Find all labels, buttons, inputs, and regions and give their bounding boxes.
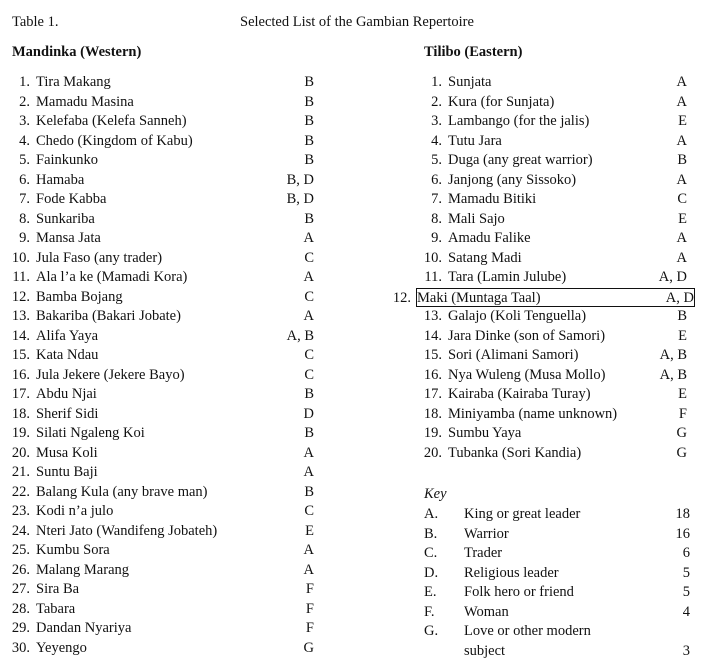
item-number: 10.	[11, 249, 30, 266]
item-code: B	[304, 210, 314, 227]
item-code: F	[305, 620, 314, 636]
list-item	[431, 73, 687, 93]
item-name: Amadu Falike	[448, 230, 531, 246]
list-item	[11, 502, 314, 522]
item-code: B	[304, 74, 314, 90]
item-name: Ala l’a ke (Mamadi Kora)	[36, 269, 188, 285]
list-item	[19, 171, 314, 191]
item-number: 12.	[392, 289, 411, 306]
item-name: Fode Kabba	[36, 191, 107, 207]
item-number: 8.	[19, 210, 30, 227]
item-name: Malang Marang	[36, 561, 130, 578]
item-name: Sira Ba	[36, 581, 80, 597]
list-item	[423, 424, 687, 444]
item-number: 26.	[11, 561, 30, 578]
western-heading: Mandinka (Western)	[12, 44, 142, 60]
key-item	[424, 525, 690, 545]
item-code: A	[676, 230, 687, 246]
item-name: Dandan Nyariya	[36, 620, 132, 636]
item-number: 17.	[423, 386, 442, 402]
table-caption: Selected List of the Gambian Repertoire	[240, 14, 474, 30]
item-name: Jara Dinke (son of Samori)	[448, 327, 606, 344]
item-name: Sherif Sidi	[36, 405, 99, 422]
item-name: Yeyengo	[36, 639, 87, 656]
key-letter: G.	[424, 623, 439, 639]
item-name: Bakariba (Bakari Jobate)	[36, 308, 181, 324]
item-code: G	[303, 639, 314, 656]
key-count: 5	[682, 584, 690, 600]
item-number: 3.	[431, 113, 442, 129]
item-code: B	[304, 483, 314, 500]
item-name: Chedo (Kingdom of Kabu)	[36, 132, 193, 149]
list-item	[431, 210, 687, 230]
list-item	[11, 600, 314, 620]
item-number: 13.	[423, 308, 442, 324]
item-name: Miniyamba (name unknown)	[448, 405, 618, 422]
item-number: 19.	[423, 425, 442, 441]
key-list	[424, 505, 690, 661]
key-count: 4	[682, 603, 690, 620]
list-item	[11, 561, 314, 581]
item-number: 7.	[19, 191, 30, 207]
item-name: Fainkunko	[36, 152, 99, 168]
key-item	[424, 564, 690, 584]
key-label: subject	[464, 642, 506, 659]
item-code: A, B	[659, 366, 687, 383]
key-title: Key	[424, 486, 447, 502]
list-item	[424, 268, 687, 288]
item-code: D	[303, 405, 314, 422]
item-code: B	[677, 308, 687, 324]
item-code: C	[304, 366, 314, 383]
key-letter: B.	[424, 525, 438, 542]
table-number: Table 1.	[12, 14, 59, 30]
key-count: 5	[682, 564, 690, 581]
item-name: Tara (Lamin Julube)	[448, 269, 567, 285]
item-name: Hamaba	[36, 171, 85, 188]
item-code: E	[678, 327, 687, 344]
item-number: 16.	[423, 366, 442, 383]
item-name: Kairaba (Kairaba Turay)	[448, 386, 591, 402]
list-item	[431, 151, 687, 171]
item-number: 14.	[11, 327, 30, 344]
key-label: Warrior	[464, 525, 509, 542]
key-label: Trader	[464, 545, 503, 561]
key-count: 16	[675, 525, 690, 542]
item-name: Sumbu Yaya	[448, 425, 522, 441]
item-code: A	[676, 249, 687, 266]
item-name: Kata Ndau	[36, 347, 99, 363]
item-number: 6.	[431, 171, 442, 188]
list-item	[12, 268, 314, 288]
item-name: Musa Koli	[36, 444, 98, 461]
list-item	[19, 151, 314, 171]
item-code: A	[303, 444, 314, 461]
item-code: C	[304, 249, 314, 266]
item-number: 18.	[423, 405, 442, 422]
item-code: B	[304, 152, 314, 168]
list-item	[431, 171, 687, 191]
key-count: 3	[682, 642, 690, 659]
item-number: 9.	[19, 230, 30, 246]
item-code: A	[676, 132, 687, 149]
list-item	[19, 73, 314, 93]
list-item	[423, 307, 687, 327]
item-code: A	[303, 464, 314, 480]
item-number: 5.	[19, 152, 30, 168]
list-item	[11, 366, 314, 386]
item-code: E	[678, 386, 687, 402]
item-number: 16.	[11, 366, 30, 383]
item-code: B	[304, 93, 314, 110]
western-list	[11, 73, 314, 658]
item-code: A, B	[659, 347, 687, 363]
item-name: Lambango (for the jalis)	[448, 113, 590, 129]
key-letter: F.	[424, 603, 435, 620]
item-code: A	[303, 561, 314, 578]
list-item	[431, 229, 687, 249]
item-code: B	[304, 113, 314, 129]
key-letter: A.	[424, 506, 439, 522]
item-name: Janjong (any Sissoko)	[448, 171, 577, 188]
item-code: E	[678, 113, 687, 129]
key-item	[424, 583, 690, 603]
item-number: 18.	[11, 405, 30, 422]
item-code: A	[676, 93, 687, 110]
item-name: Nya Wuleng (Musa Mollo)	[448, 366, 606, 383]
item-number: 6.	[19, 171, 30, 188]
item-name: Abdu Njai	[36, 386, 97, 402]
item-code: B	[304, 425, 314, 441]
list-item	[19, 210, 314, 230]
list-item	[19, 93, 314, 113]
item-number: 3.	[19, 113, 30, 129]
item-code: E	[678, 210, 687, 227]
item-number: 25.	[11, 542, 30, 558]
item-number: 20.	[11, 444, 30, 461]
item-name: Sunjata	[448, 74, 492, 90]
item-name: Suntu Baji	[36, 464, 98, 480]
list-item-boxed	[392, 288, 695, 308]
item-number: 1.	[19, 74, 30, 90]
item-name: Mali Sajo	[448, 210, 505, 227]
item-number: 24.	[11, 522, 30, 539]
list-item	[19, 112, 314, 132]
key-label: Woman	[464, 603, 509, 620]
item-number: 1.	[431, 74, 442, 90]
item-code: C	[304, 347, 314, 363]
item-number: 17.	[11, 386, 30, 402]
table-header	[12, 14, 697, 34]
item-number: 5.	[431, 152, 442, 168]
item-number: 2.	[431, 93, 442, 110]
list-item	[11, 327, 314, 347]
list-item	[423, 327, 687, 347]
item-code: C	[304, 288, 314, 305]
item-name: Silati Ngaleng Koi	[36, 425, 145, 441]
item-name: Sori (Alimani Samori)	[448, 347, 579, 363]
list-item	[11, 580, 314, 600]
item-number: 15.	[423, 347, 442, 363]
list-item	[423, 249, 687, 269]
list-item	[19, 132, 314, 152]
list-item	[11, 639, 314, 659]
list-item	[423, 385, 687, 405]
item-name: Jula Faso (any trader)	[36, 249, 163, 266]
item-name: Bamba Bojang	[36, 288, 123, 305]
item-code: A	[676, 171, 687, 188]
item-name: Sunkariba	[36, 210, 95, 227]
key-item	[424, 642, 690, 662]
item-name: Kumbu Sora	[36, 542, 110, 558]
list-item	[11, 444, 314, 464]
item-name: Mansa Jata	[36, 230, 101, 246]
list-item	[11, 346, 314, 366]
item-name: Tutu Jara	[448, 132, 502, 149]
item-code: F	[678, 405, 687, 422]
item-code: G	[676, 444, 687, 461]
item-number: 4.	[431, 132, 442, 149]
list-item	[423, 444, 687, 464]
item-number: 14.	[423, 327, 442, 344]
list-item	[11, 483, 314, 503]
key-count: 6	[682, 545, 690, 561]
item-code: F	[305, 600, 314, 617]
item-name: Alifa Yaya	[36, 327, 99, 344]
item-number: 29.	[11, 620, 30, 636]
key-label: Folk hero or friend	[464, 584, 574, 600]
list-item	[423, 366, 687, 386]
key-item	[424, 603, 690, 623]
item-name: Maki (Muntaga Taal)	[417, 289, 541, 306]
item-code: A	[303, 308, 314, 324]
item-name: Duga (any great warrior)	[448, 152, 593, 168]
item-code: C	[304, 503, 314, 519]
list-item	[423, 405, 687, 425]
list-item	[11, 307, 314, 327]
item-number: 2.	[19, 93, 30, 110]
key-item	[424, 622, 690, 642]
item-name: Kelefaba (Kelefa Sanneh)	[36, 113, 187, 129]
list-item	[431, 190, 687, 210]
item-name: Nteri Jato (Wandifeng Jobateh)	[36, 522, 218, 539]
key-count: 18	[675, 506, 690, 522]
item-code: B	[304, 386, 314, 402]
item-code: C	[677, 191, 687, 207]
key-item	[424, 544, 690, 564]
item-name: Tabara	[36, 600, 76, 617]
list-item	[11, 541, 314, 561]
item-code: B	[677, 152, 687, 168]
item-number: 11.	[424, 269, 442, 285]
item-number: 8.	[431, 210, 442, 227]
item-code: A	[676, 74, 687, 90]
list-item	[11, 619, 314, 639]
item-code: G	[676, 425, 687, 441]
item-name: Balang Kula (any brave man)	[36, 483, 208, 500]
list-item	[11, 424, 314, 444]
key-label: King or great leader	[464, 506, 581, 522]
list-item	[19, 229, 314, 249]
key-item	[424, 505, 690, 525]
key-label: Religious leader	[464, 564, 559, 581]
item-number: 28.	[11, 600, 30, 617]
key-letter: D.	[424, 564, 439, 581]
list-item	[11, 405, 314, 425]
item-code: B	[304, 132, 314, 149]
item-code: A, D	[665, 289, 694, 306]
item-code: A	[303, 230, 314, 246]
item-number: 15.	[11, 347, 30, 363]
item-name: Kura (for Sunjata)	[448, 93, 555, 110]
list-item	[19, 190, 314, 210]
item-number: 4.	[19, 132, 30, 149]
item-number: 30.	[11, 639, 30, 656]
item-number: 9.	[431, 230, 442, 246]
list-item	[431, 132, 687, 152]
item-name: Galajo (Koli Tenguella)	[448, 308, 587, 324]
key-letter: E.	[424, 584, 437, 600]
item-number: 11.	[12, 269, 30, 285]
item-number: 22.	[11, 483, 30, 500]
item-name: Kodi n’a julo	[36, 503, 114, 519]
item-number: 19.	[11, 425, 30, 441]
list-item	[423, 346, 687, 366]
key-letter: C.	[424, 545, 438, 561]
item-code: F	[305, 581, 314, 597]
item-name: Mamadu Bitiki	[448, 191, 537, 207]
item-code: A	[303, 542, 314, 558]
list-item	[431, 112, 687, 132]
item-code: A	[303, 269, 314, 285]
item-number: 21.	[11, 464, 30, 480]
list-item	[11, 249, 314, 269]
item-code: B, D	[286, 191, 314, 207]
list-item	[11, 385, 314, 405]
item-name: Tira Makang	[36, 74, 111, 90]
item-number: 20.	[423, 444, 442, 461]
item-name: Tubanka (Sori Kandia)	[448, 444, 582, 461]
item-number: 13.	[11, 308, 30, 324]
item-name: Satang Madi	[448, 249, 522, 266]
item-code: A, B	[286, 327, 314, 344]
item-number: 12.	[11, 288, 30, 305]
item-name: Mamadu Masina	[36, 93, 134, 110]
list-item	[11, 288, 314, 308]
eastern-heading: Tilibo (Eastern)	[424, 44, 523, 60]
item-number: 10.	[423, 249, 442, 266]
list-item	[431, 93, 687, 113]
item-name: Jula Jekere (Jekere Bayo)	[36, 366, 185, 383]
item-number: 27.	[11, 581, 30, 597]
item-code: B, D	[286, 171, 314, 188]
eastern-list	[392, 73, 694, 463]
list-item	[11, 522, 314, 542]
item-code: E	[305, 522, 314, 539]
item-number: 7.	[431, 191, 442, 207]
item-code: A, D	[658, 269, 687, 285]
key-label: Love or other modern	[464, 623, 591, 639]
item-number: 23.	[11, 503, 30, 519]
list-item	[11, 463, 314, 483]
